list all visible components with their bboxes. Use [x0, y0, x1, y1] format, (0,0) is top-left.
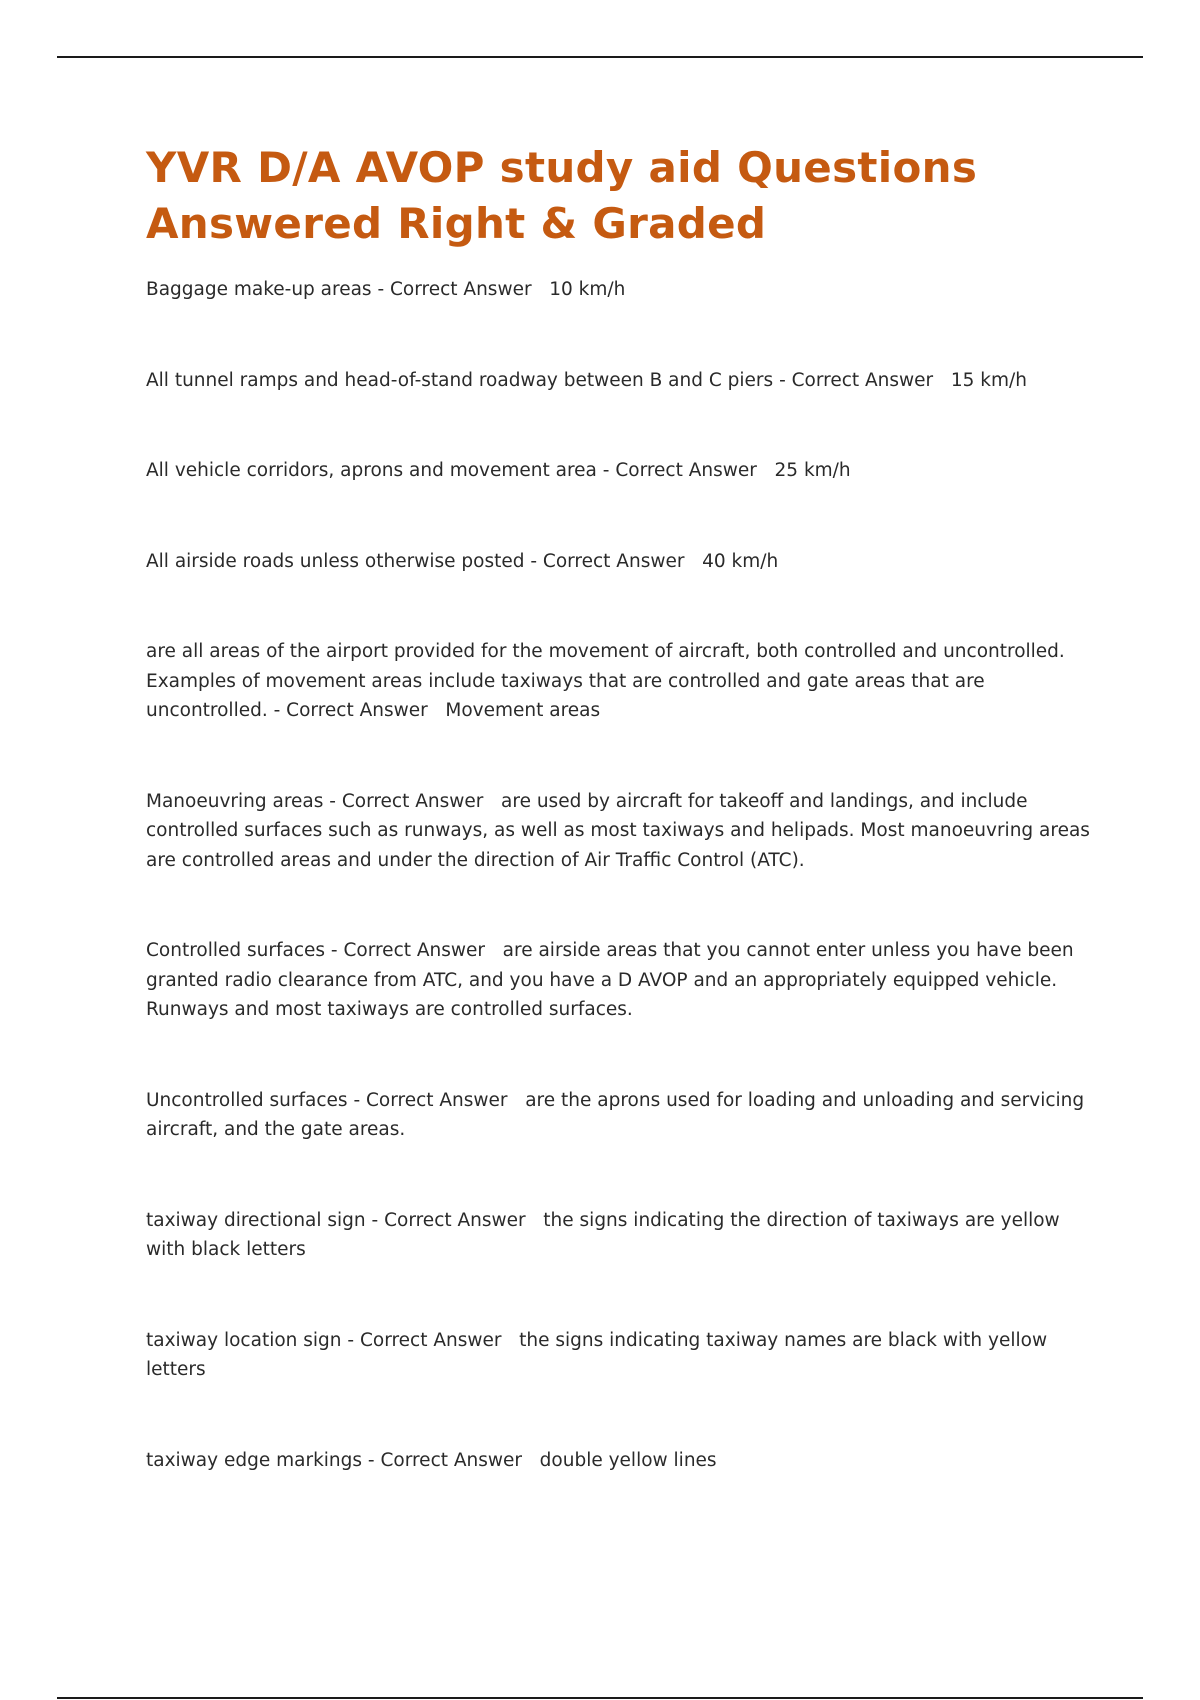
qa-answer: 40 km/h — [702, 550, 779, 572]
qa-item — [146, 547, 1096, 577]
qa-item — [146, 936, 1096, 1025]
qa-answer: the signs indicating the direction of taxiways are yellow with black letters — [146, 1209, 1066, 1260]
qa-item — [146, 787, 1096, 876]
qa-answer-label: Correct Answer — [343, 940, 486, 961]
qa-answer-label: Correct Answer — [286, 700, 428, 721]
qa-answer: 15 km/h — [950, 369, 1027, 391]
qa-prompt: Uncontrolled surfaces — [146, 1089, 348, 1111]
qa-item — [146, 1206, 1096, 1265]
qa-separator: - — [267, 700, 287, 721]
qa-item — [146, 456, 1096, 486]
qa-separator: - — [371, 279, 391, 300]
qa-separator: - — [596, 460, 616, 481]
qa-separator: - — [341, 1329, 360, 1351]
qa-answer-label: Correct Answer — [791, 369, 934, 391]
qa-item — [146, 1086, 1096, 1145]
qa-prompt: Baggage make-up areas — [146, 279, 372, 300]
qa-answer-label: Correct Answer — [366, 1089, 508, 1111]
qa-prompt: are all areas of the airport provided for the movement of aircraft, both controlled and uncontrolled. Examples of movement areas include taxiways that are controlled and gate areas that are uncontrolled. — [146, 641, 1071, 721]
qa-answer-label: Correct Answer — [341, 790, 484, 812]
qa-answer: are the aprons used for loading and unloading and servicing aircraft, and the gate areas. — [146, 1089, 1091, 1140]
qa-item — [146, 1446, 1096, 1476]
qa-separator: - — [325, 940, 344, 961]
qa-answer: are airside areas that you cannot enter unless you have been granted radio clearance from ATC, and you have a D AVOP and an appropriately equipped vehicle. Runways and most taxiways are controlled surfaces. — [146, 940, 1080, 1020]
qa-prompt: Manoeuvring areas — [146, 790, 324, 812]
qa-separator: - — [773, 369, 792, 391]
qa-list — [146, 275, 1096, 1475]
qa-answer-label: Correct Answer — [390, 279, 532, 300]
qa-answer: double yellow lines — [539, 1449, 717, 1471]
qa-separator: - — [347, 1089, 366, 1111]
qa-answer-label: Correct Answer — [384, 1209, 526, 1231]
qa-prompt: taxiway location sign — [146, 1329, 342, 1351]
qa-answer: the signs indicating taxiway names are black with yellow letters — [146, 1329, 1053, 1380]
document-title: YVR D/A AVOP study aid Questions Answered Right & Graded — [146, 143, 978, 248]
qa-prompt: All airside roads unless otherwise posted — [146, 550, 525, 572]
qa-answer-label: Correct Answer — [615, 460, 757, 481]
qa-answer: are used by aircraft for takeoff and landings, and include controlled surfaces such as runways, as well as most taxiways and helipads. Most manoeuvring areas are controlled areas and under the direction of Air Traffic Control (ATC). — [146, 790, 1096, 871]
qa-prompt: Controlled surfaces — [146, 940, 326, 961]
qa-answer: Movement areas — [445, 700, 601, 721]
document-body — [146, 140, 1096, 1475]
qa-answer: 25 km/h — [774, 460, 851, 481]
qa-answer: 10 km/h — [549, 279, 626, 300]
qa-prompt: taxiway directional sign — [146, 1209, 366, 1231]
qa-separator: - — [323, 790, 342, 812]
qa-item — [146, 366, 1096, 396]
qa-prompt: All vehicle corridors, aprons and movement area — [146, 460, 597, 481]
qa-separator: - — [524, 550, 543, 572]
bottom-rule — [57, 1697, 1143, 1699]
qa-answer-label: Correct Answer — [380, 1449, 523, 1471]
top-rule — [57, 56, 1143, 58]
qa-item — [146, 1326, 1096, 1385]
qa-prompt: All tunnel ramps and head-of-stand roadway between B and C piers — [146, 369, 774, 391]
qa-prompt: taxiway edge markings — [146, 1449, 363, 1471]
qa-answer-label: Correct Answer — [359, 1329, 502, 1351]
qa-item — [146, 637, 1096, 726]
qa-separator: - — [365, 1209, 385, 1231]
qa-answer-label: Correct Answer — [542, 550, 685, 572]
qa-separator: - — [362, 1449, 381, 1471]
qa-item — [146, 275, 1096, 305]
